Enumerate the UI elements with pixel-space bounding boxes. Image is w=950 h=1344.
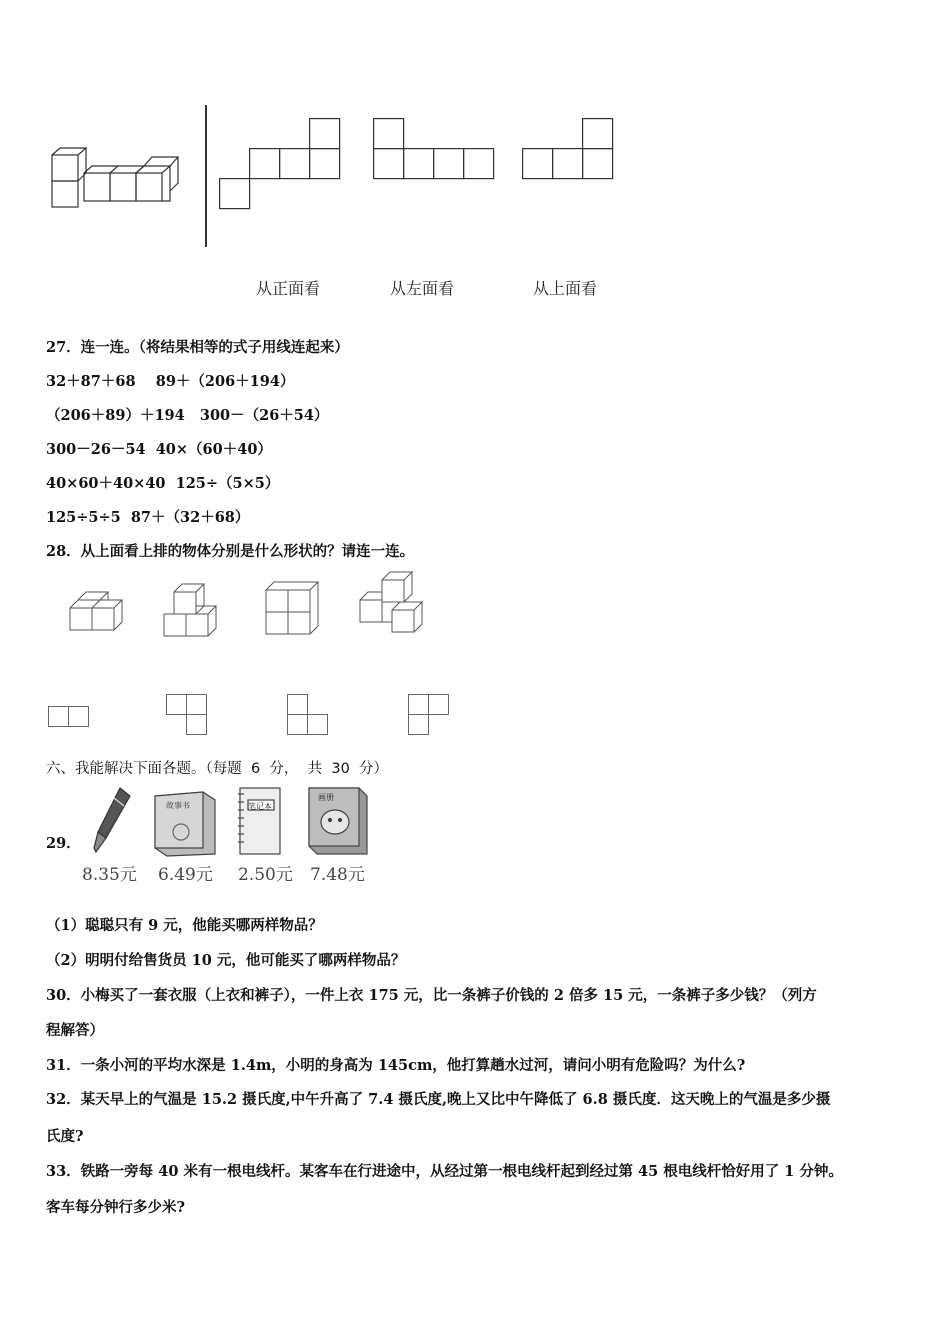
solid-b (162, 576, 226, 638)
q27-row-5: 125÷5÷5 87＋（32＋68） (46, 509, 250, 526)
q33-line1: 33．铁路一旁每 40 米有一根电线杆。某客车在行进途中，从经过第一根电线杆起到经过第 45 根电线杆恰好用了 1 分钟。 (46, 1163, 843, 1180)
q29-number: 29． (46, 835, 81, 852)
album-icon (305, 786, 369, 856)
figure-divider (205, 105, 207, 247)
view-label-top: 从上面看 (533, 279, 598, 298)
price-notebook: 2.50元 (238, 865, 293, 885)
q27-row-3: 300－26－54 40×（60＋40） (46, 441, 272, 458)
q31-text: 31．一条小河的平均水深是 1.4m，小明的身高为 145cm，他打算趟水过河，请问小明有危险吗？为什么? (46, 1057, 746, 1074)
solid-d (358, 570, 424, 636)
top-shape-1 (48, 706, 90, 728)
notebook-icon (236, 786, 282, 856)
top-view-grid (522, 118, 614, 180)
notebook-label: 笔记本 (248, 802, 272, 811)
q28-title: 28．从上面看上排的物体分别是什么形状的？请连一连。 (46, 543, 415, 560)
q27-row-4: 40×60＋40×40 125÷（5×5） (46, 475, 280, 492)
price-album: 7.48元 (310, 865, 365, 885)
q30-line2: 程解答） (46, 1022, 104, 1039)
solid-c (264, 578, 322, 638)
price-pen: 8.35元 (82, 865, 137, 885)
q32-line2: 氏度? (46, 1128, 84, 1145)
price-storybook: 6.49元 (158, 865, 213, 885)
view-label-left: 从左面看 (390, 279, 455, 298)
solid-a (68, 590, 124, 634)
q29-sub2: （2）明明付给售货员 10 元，他可能买了哪两样物品？ (46, 952, 406, 969)
pen-icon (90, 786, 134, 856)
q27-row-2: （206＋89）＋194 300－（26＋54） (46, 407, 329, 424)
top-shape-4 (408, 694, 452, 738)
album-label: 画册 (318, 793, 334, 802)
front-view-grid (219, 118, 341, 210)
section6-title: 六、我能解决下面各题。（每题 6 分， 共 30 分） (46, 761, 389, 777)
view-label-front: 从正面看 (256, 279, 321, 298)
q33-line2: 客车每分钟行多少米? (46, 1199, 185, 1216)
q29-sub1: （1）聪聪只有 9 元，他能买哪两样物品？ (46, 917, 323, 934)
q30-line1: 30．小梅买了一套衣服（上衣和裤子），一件上衣 175 元，比一条裤子价钱的 2 倍多 15 元，一条裤子多少钱？（列方 (46, 987, 817, 1004)
q32-line1: 32．某天早上的气温是 15.2 摄氏度,中午升高了 7.4 摄氏度,晚上又比中午降低了 6.8 摄氏度．这天晚上的气温是多少摄 (46, 1091, 831, 1108)
cube-solid-figure (48, 145, 188, 215)
q27-row-1: 32＋87＋68 89＋（206＋194） (46, 373, 295, 390)
storybook-label: 故事书 (166, 801, 190, 810)
q27-title: 27．连一连。（将结果相等的式子用线连起来） (46, 339, 349, 356)
top-shape-3 (287, 694, 331, 738)
left-view-grid (373, 118, 495, 180)
top-shape-2 (166, 694, 210, 738)
